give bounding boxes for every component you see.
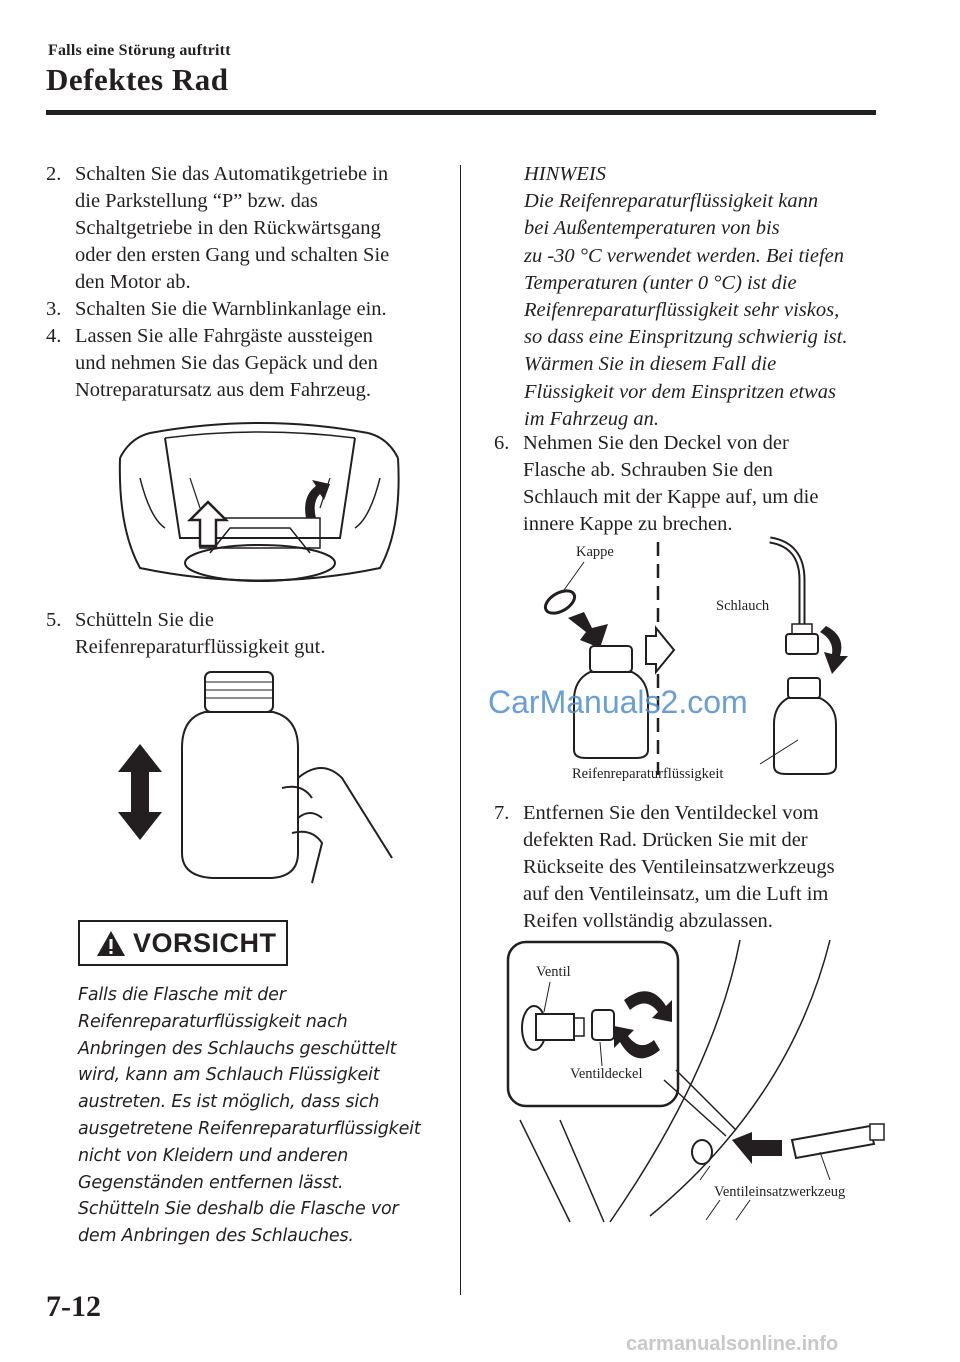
- step-line: die Parkstellung “P” bzw. das: [75, 190, 318, 212]
- caution-line: Gegenständen entfernen lässt.: [78, 1172, 344, 1193]
- step-line: Lassen Sie alle Fahrgäste aussteigen: [75, 325, 373, 347]
- note-line: im Fahrzeug an.: [524, 407, 659, 430]
- note-title: HINWEIS: [524, 163, 606, 185]
- caution-line: wird, kann am Schlauch Flüssigkeit: [78, 1065, 380, 1086]
- arrow-updown-icon: [116, 742, 164, 842]
- step-line: Schalten Sie die Warnblinkanlage ein.: [75, 298, 387, 320]
- note-line: Reifenreparaturflüssigkeit sehr viskos,: [524, 299, 840, 322]
- step-number: 3.: [46, 298, 62, 320]
- header-rule: [46, 110, 876, 115]
- caution-title: VORSICHT: [133, 928, 277, 958]
- caution-line: Schütteln Sie deshalb die Flasche vor: [78, 1199, 399, 1220]
- step-4: [46, 323, 456, 408]
- page-number: 7-12: [46, 1290, 101, 1323]
- arrow-up-icon: [188, 500, 228, 548]
- step-line: und nehmen Sie das Gepäck und den: [75, 352, 378, 374]
- footer-watermark: carmanualsonline.info: [626, 1333, 839, 1355]
- watermark: CarManuals2.com: [488, 684, 748, 720]
- step-line: defekten Rad. Drücken Sie mit der: [523, 829, 808, 851]
- column-divider: [460, 165, 461, 1295]
- step-number: 6.: [494, 432, 510, 454]
- label-kappe: Kappe: [576, 544, 614, 560]
- step-number: 2.: [46, 163, 62, 185]
- label-schlauch: Schlauch: [716, 598, 770, 614]
- label-fluid: Reifenreparaturflüssigkeit: [572, 766, 724, 782]
- caution-line: Falls die Flasche mit der: [78, 985, 286, 1005]
- step-2: [46, 161, 456, 301]
- step-number: 4.: [46, 325, 62, 347]
- step-5: [46, 607, 456, 667]
- step-line: Reifen vollständig abzulassen.: [523, 910, 773, 932]
- caution-box: [78, 920, 288, 966]
- label-ventildeckel: Ventildeckel: [570, 1066, 643, 1082]
- step-line: oder den ersten Gang und schalten Sie: [75, 244, 390, 266]
- caution-line: Anbringen des Schlauchs geschüttelt: [78, 1038, 397, 1059]
- step-line: den Motor ab.: [75, 271, 191, 293]
- note-line: bei Außentemperaturen von bis: [524, 217, 780, 240]
- step-6: [494, 430, 894, 540]
- step-7: [494, 800, 894, 940]
- step-line: Schütteln Sie die: [75, 609, 214, 631]
- note-line: Wärmen Sie in diesem Fall die: [524, 353, 777, 376]
- bottle-hose-illustration: [540, 540, 860, 780]
- note-line: Flüssigkeit vor dem Einspritzen etwas: [524, 380, 837, 403]
- step-line: Notreparatursatz aus dem Fahrzeug.: [75, 379, 371, 401]
- note-line: Temperaturen (unter 0 °C) ist die: [524, 271, 797, 294]
- caution-line: nicht von Kleidern und anderen: [78, 1145, 349, 1166]
- label-tool: Ventileinsatzwerkzeug: [714, 1184, 846, 1200]
- step-line: Schalten Sie das Automatikgetriebe in: [75, 163, 389, 185]
- step-line: Reifenreparaturflüssigkeit gut.: [75, 636, 326, 658]
- caution-line: Reifenreparaturflüssigkeit nach: [78, 1011, 348, 1032]
- car-trunk-illustration: [110, 418, 410, 588]
- step-number: 5.: [46, 609, 62, 631]
- section-title: Falls eine Störung auftritt: [48, 42, 231, 59]
- step-line: Entfernen Sie den Ventildeckel vom: [523, 802, 819, 824]
- step-3: [46, 296, 456, 326]
- step-line: innere Kappe zu brechen.: [523, 513, 733, 535]
- caution-line: austreten. Es ist möglich, dass sich: [78, 1092, 380, 1113]
- step-line: auf den Ventileinsatz, um die Luft im: [523, 883, 829, 905]
- note-line: so dass eine Einspritzung schwierig ist.: [524, 326, 848, 349]
- step-line: Rückseite des Ventileinsatzwerkzeugs: [523, 856, 835, 878]
- chapter-title: Defektes Rad: [46, 62, 229, 97]
- note-line: Die Reifenreparaturflüssigkeit kann: [524, 190, 819, 213]
- caution-line: dem Anbringen des Schlauches.: [78, 1226, 354, 1247]
- label-ventil: Ventil: [536, 964, 571, 980]
- step-line: Schaltgetriebe in den Rückwärtsgang: [75, 217, 381, 239]
- note: [524, 161, 884, 433]
- step-line: Schlauch mit der Kappe auf, um die: [523, 486, 819, 508]
- step-line: Nehmen Sie den Deckel von der: [523, 432, 789, 454]
- step-line: Flasche ab. Schrauben Sie den: [523, 459, 773, 481]
- note-line: zu -30 °C verwendet werden. Bei tiefen: [524, 244, 844, 267]
- caution-text: [78, 982, 458, 1250]
- caution-line: ausgetretene Reifenreparaturflüssigkeit: [78, 1118, 421, 1139]
- arrow-curve-icon: [298, 476, 332, 520]
- step-number: 7.: [494, 802, 510, 824]
- warning-triangle-icon: [96, 930, 126, 957]
